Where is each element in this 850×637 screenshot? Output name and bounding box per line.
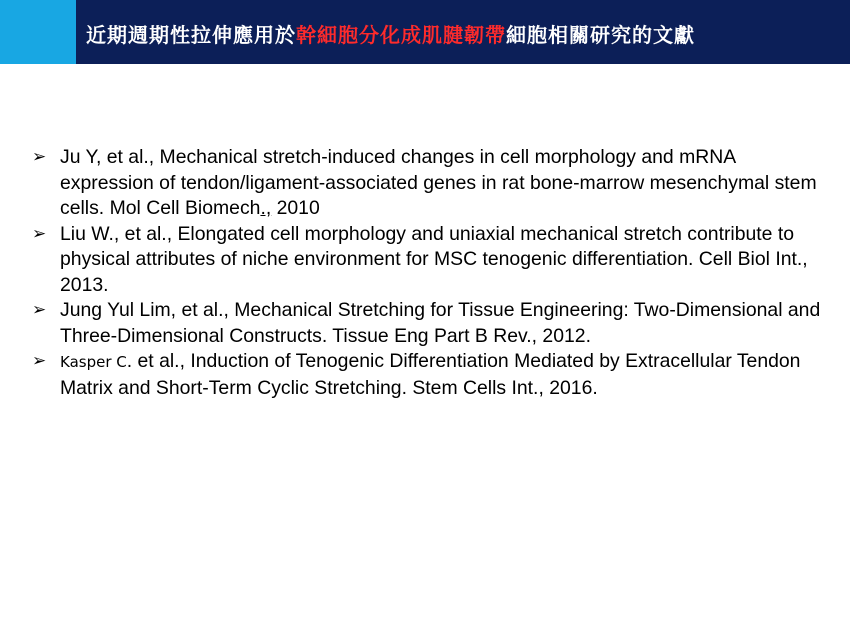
- reference-text: Jung Yul Lim, et al., Mechanical Stretching for Tissue Engineering: Two-Dimensional and Three-Dimensional Constructs. Tissue Eng Part B Rev., 2012.: [60, 299, 821, 347]
- reference-list: [32, 145, 832, 401]
- reference-item-3: [32, 298, 832, 349]
- bullet-arrow-icon: ➢: [32, 351, 47, 371]
- reference-underlined: .,: [260, 197, 272, 219]
- bullet-arrow-icon: ➢: [32, 147, 47, 167]
- title-part-1: 近期週期性拉伸應用於: [86, 23, 296, 47]
- reference-year: 2010: [271, 197, 320, 219]
- slide-title: [86, 19, 695, 48]
- header-accent-bar: [0, 0, 76, 64]
- reference-text: Ju Y, et al., Mechanical stretch-induced changes in cell morphology and mRNA expression of tendon/ligament-associated genes in rat bone-marrow mesenchymal stem cells. Mol Cell Biomech: [60, 146, 817, 219]
- reference-author: Kasper C: [60, 353, 127, 371]
- title-highlight: 幹細胞分化成肌腱韌帶: [296, 23, 506, 47]
- bullet-arrow-icon: ➢: [32, 300, 47, 320]
- reference-year: 2013.: [60, 273, 109, 296]
- reference-text: Liu W., et al., Elongated cell morphology and uniaxial mechanical stretch contribute to physical attributes of niche environment for MSC tenogenic differentiation. Cell Biol Int.,: [60, 222, 808, 270]
- bullet-arrow-icon: ➢: [32, 223, 47, 244]
- slide-header: [0, 0, 850, 64]
- reference-item-4: [32, 349, 832, 401]
- reference-item-1: [32, 145, 832, 222]
- reference-text: . et al., Induction of Tenogenic Differentiation Mediated by Extracellular Tendon Matrix and Short-Term Cyclic Stretching. Stem Cells Int., 2016.: [60, 350, 801, 399]
- reference-item-2: [32, 222, 832, 299]
- title-part-2: 細胞相關研究的文獻: [506, 23, 695, 47]
